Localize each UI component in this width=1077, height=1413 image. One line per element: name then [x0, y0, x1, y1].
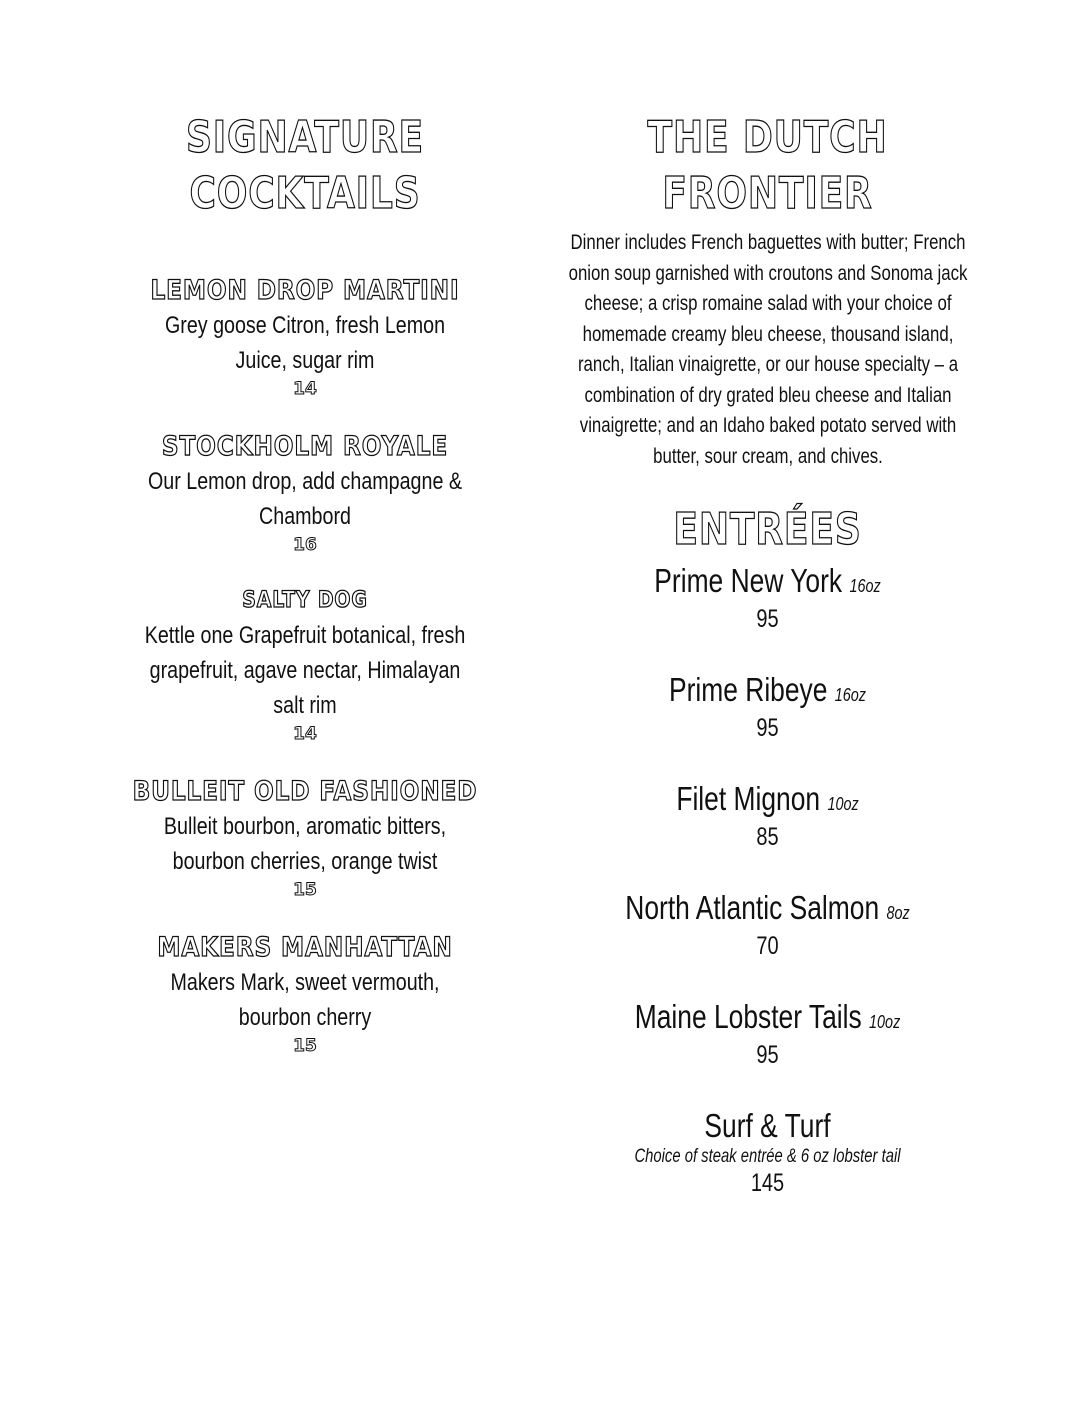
dinner-title: THE DUTCH FRONTIER — [647, 112, 888, 219]
cocktail-item — [100, 775, 510, 901]
entree-item — [560, 998, 975, 1069]
entree-item — [560, 562, 975, 633]
cocktail-item — [100, 430, 510, 556]
cocktail-item — [100, 931, 510, 1057]
entree-item — [560, 780, 975, 851]
cocktail-description: Grey goose Citron, fresh Lemon Juice, sugar rim — [164, 312, 446, 374]
entree-name: Filet Mignon — [676, 780, 821, 817]
entree-price: 85 — [756, 823, 779, 851]
cocktail-description: Bulleit bourbon, aromatic bitters, bourbon cherries, orange twist — [163, 813, 447, 875]
entree-price: 95 — [756, 605, 779, 633]
cocktail-description: Our Lemon drop, add champagne & Chambord — [147, 468, 462, 530]
cocktail-item — [100, 274, 510, 400]
entree-item — [560, 671, 975, 742]
cocktail-description: Kettle one Grapefruit botanical, fresh grapefruit, agave nectar, Himalayan salt rim — [144, 622, 466, 719]
cocktail-price: 15 — [293, 1036, 317, 1056]
dinner-column — [560, 110, 975, 1197]
cocktail-name: LEMON DROP MARTINI — [150, 275, 460, 306]
entree-item — [560, 1107, 975, 1197]
entree-price: 95 — [756, 714, 779, 742]
entree-size: 10oz — [869, 1012, 901, 1032]
entree-price: 95 — [756, 1041, 779, 1069]
cocktail-price: 15 — [293, 880, 317, 900]
entree-price: 145 — [750, 1169, 785, 1197]
entrees-title: ENTRÉES — [673, 504, 862, 555]
cocktail-description: Makers Mark, sweet vermouth, bourbon cherry — [170, 969, 440, 1031]
entree-name: Prime Ribeye — [668, 671, 828, 708]
entree-note: Choice of steak entrée & 6 oz lobster tail — [634, 1146, 901, 1167]
cocktail-price: 14 — [293, 724, 317, 744]
entree-size: 8oz — [886, 903, 910, 923]
entree-item — [560, 889, 975, 960]
cocktail-name: MAKERS MANHATTAN — [157, 932, 453, 963]
entree-name: Surf & Turf — [704, 1107, 831, 1144]
entree-price: 70 — [756, 932, 779, 960]
cocktail-price: 16 — [293, 535, 317, 555]
dinner-description: Dinner includes French baguettes with butter; French onion soup garnished with croutons and Sonoma jack cheese; a crisp romaine salad with your choice of homemade creamy bleu cheese, thousand island, ranch, Italian vinaigrette, or our house specialty – a combination of dry grated bleu cheese and Italian vinaigrette; and an Idaho baked potato served with butter, sour cream, and chives. — [568, 231, 968, 468]
cocktail-name: BULLEIT OLD FASHIONED — [132, 776, 478, 807]
entree-name: Maine Lobster Tails — [634, 998, 862, 1035]
entree-size: 16oz — [849, 576, 881, 596]
cocktail-price: 14 — [293, 379, 317, 399]
cocktail-name: SALTY DOG — [242, 588, 368, 613]
entree-size: 10oz — [827, 794, 859, 814]
entree-name: Prime New York — [654, 562, 843, 599]
cocktails-title: SIGNATURE COCKTAILS — [185, 112, 425, 219]
cocktail-item — [100, 584, 510, 745]
entree-name: North Atlantic Salmon — [625, 889, 880, 926]
entree-size: 16oz — [834, 685, 867, 705]
cocktails-column — [100, 110, 510, 1057]
cocktail-name: STOCKHOLM ROYALE — [161, 431, 449, 462]
